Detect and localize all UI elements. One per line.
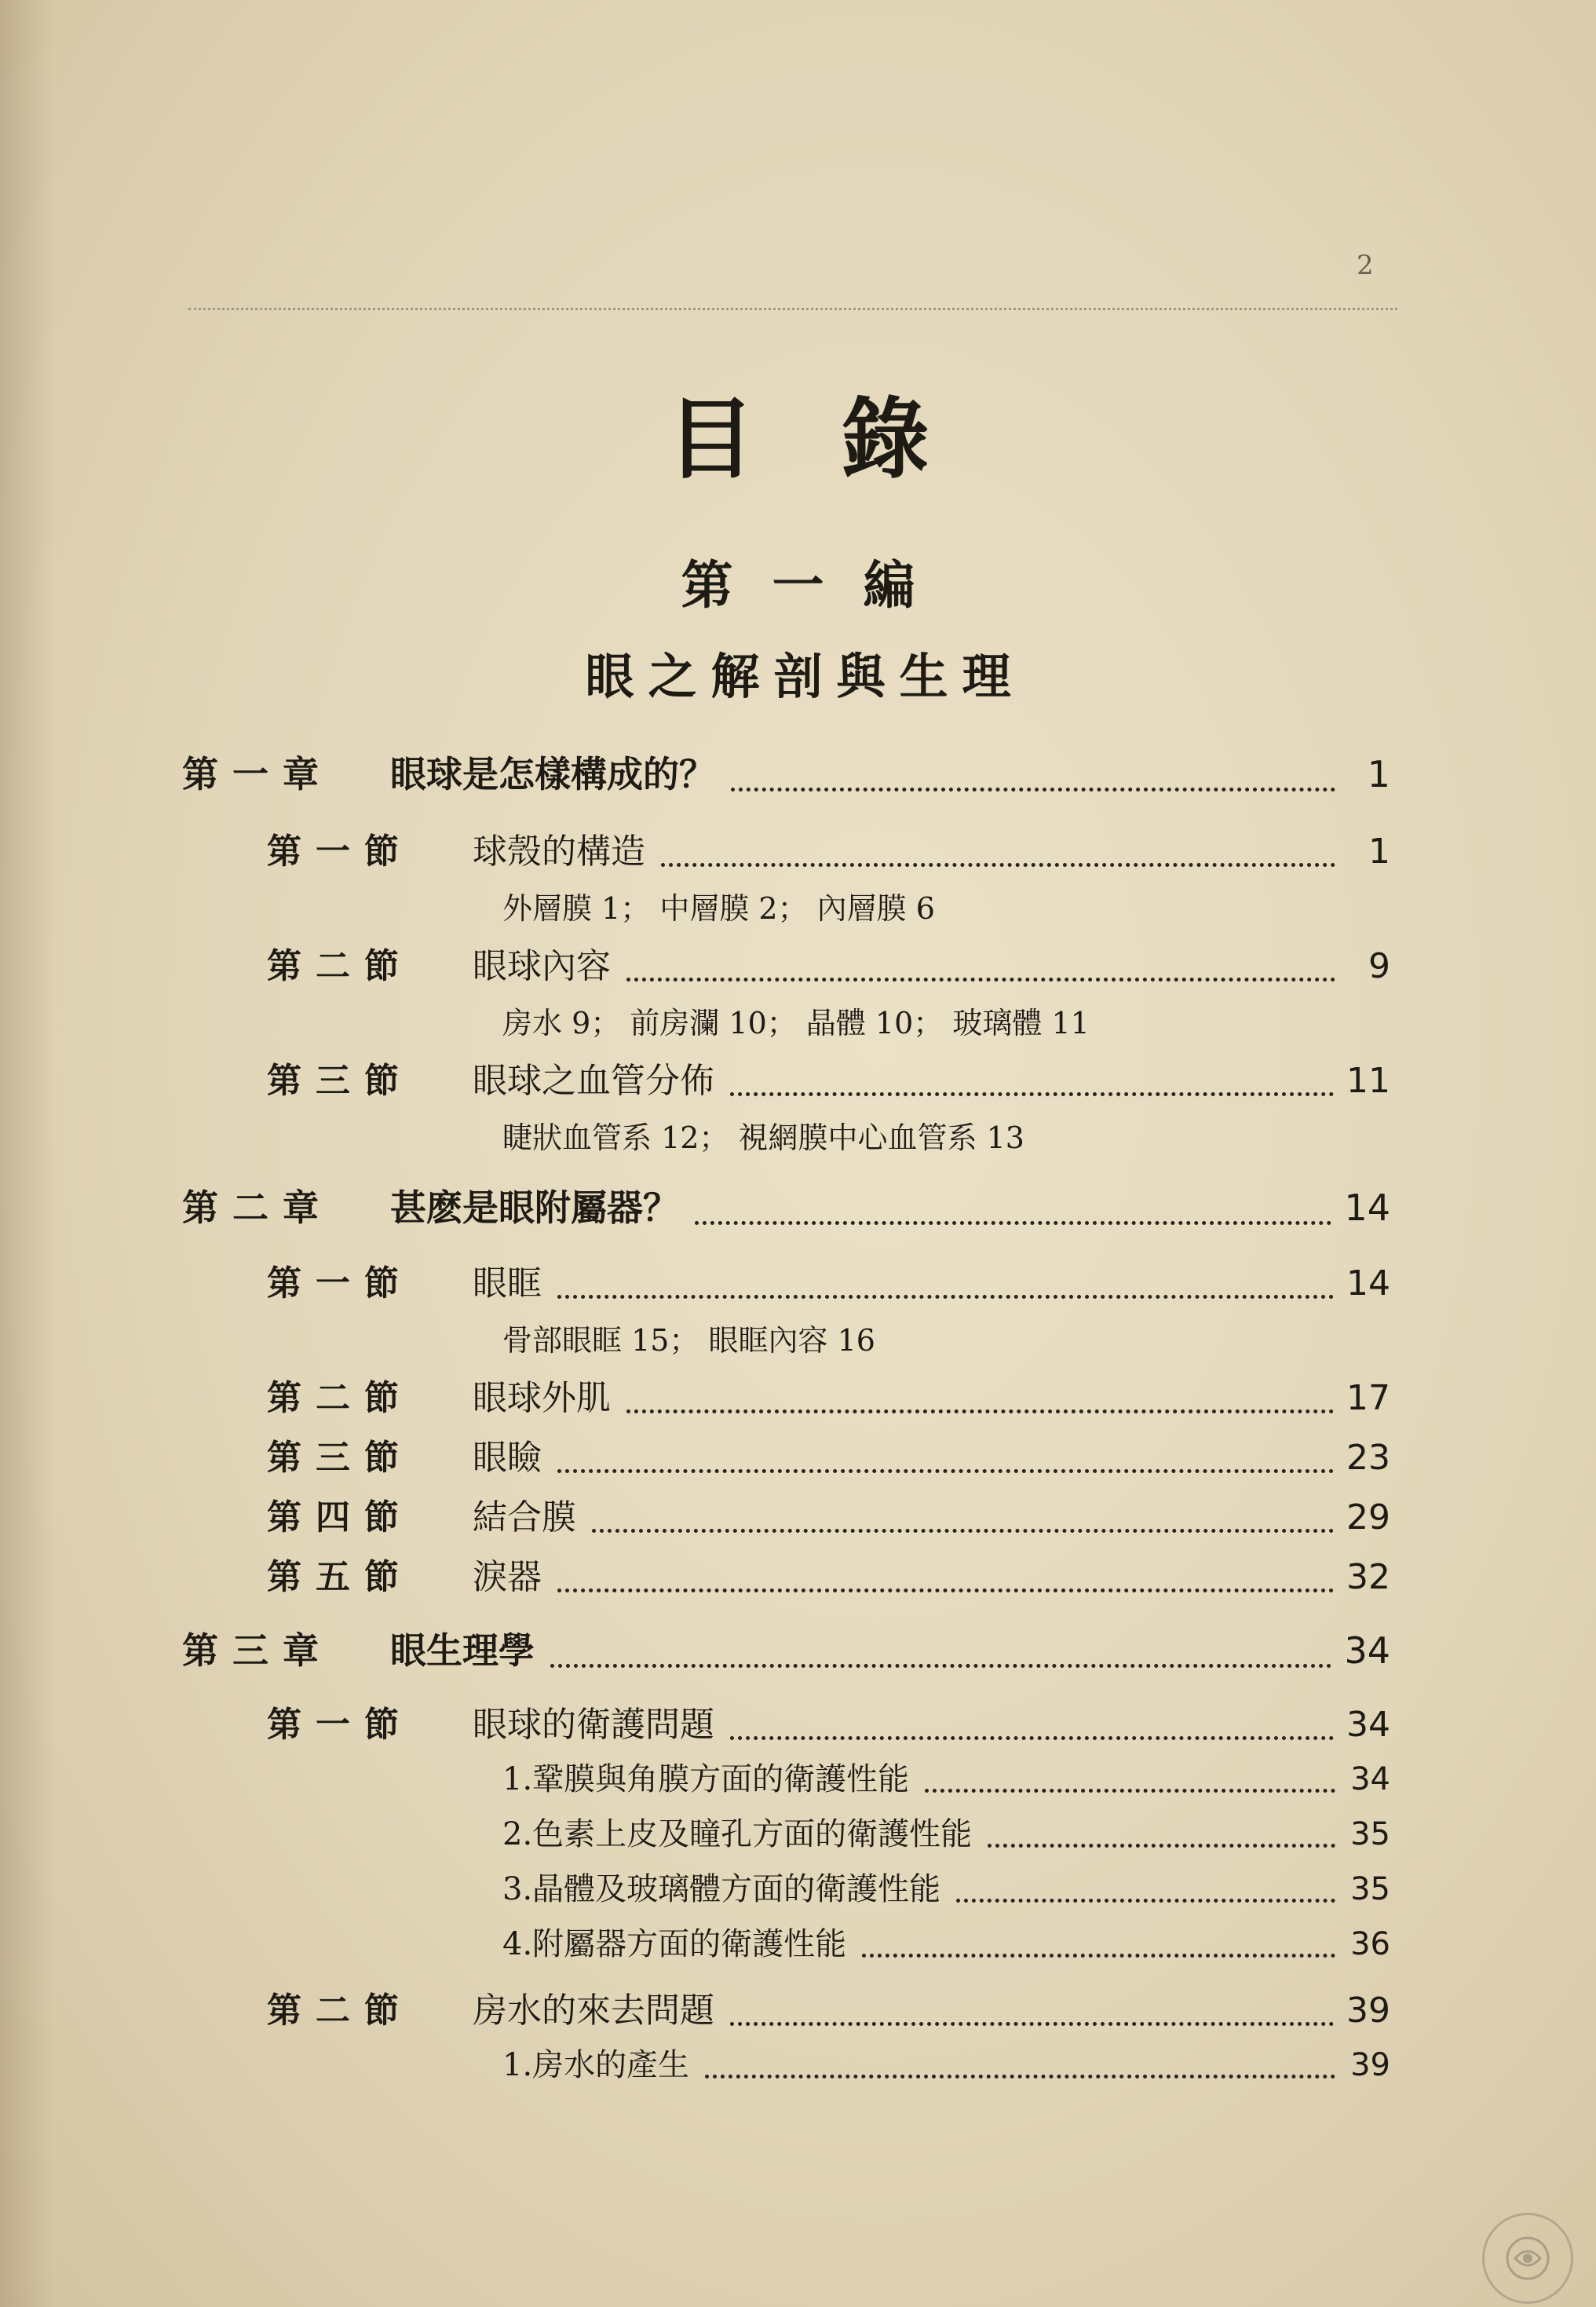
toc-page-number: 14 [1346,1263,1390,1303]
toc-item [502,2040,1390,2085]
toc-subtopics [502,1113,1032,1157]
toc-page-number: 34 [1350,1761,1390,1797]
toc-item [502,1919,1390,1964]
toc-section [267,1696,1390,1746]
toc-subtopic-text: 骨部眼眶 15； 眼眶內容 16 [502,1323,875,1358]
dot-leader [550,1664,1331,1668]
toc-item-title: 1.房水的產生 [502,2047,690,2083]
toc-chapter-title: 眼生理學 [390,1629,535,1672]
toc-section-title: 眼球內容 [473,946,611,986]
toc-page-number: 1 [1367,753,1390,795]
toc-subtopic-text: 睫狀血管系 12； 視網膜中心血管系 13 [502,1121,1024,1155]
seal-icon [1504,2235,1551,2282]
dot-leader [626,978,1335,982]
toc-section-label: 第五節 [267,1557,413,1597]
toc-page-number: 17 [1346,1378,1390,1418]
dot-leader [626,1409,1334,1413]
toc-chapter-title: 甚麽是眼附屬器？ [390,1186,679,1229]
toc-item-title: 2.色素上皮及瞳孔方面的衛護性能 [502,1816,973,1852]
toc-section [267,1548,1390,1599]
toc-section-title: 球殼的構造 [473,832,645,872]
toc-section-label: 第四節 [267,1497,413,1537]
part-title: 眼之解剖與生理 [585,648,1025,705]
toc-section-label: 第一節 [267,1705,413,1745]
toc-section [267,1489,1390,1539]
toc-item [502,1754,1390,1799]
toc-section [267,1369,1390,1420]
toc-section [267,1429,1390,1479]
toc-section-label: 第一節 [267,832,413,872]
toc-section-title: 結合膜 [473,1497,576,1537]
toc-page-number: 39 [1350,2047,1390,2083]
dot-leader [705,2075,1335,2078]
dot-leader [731,788,1335,792]
toc-chapter-2 [182,1179,1390,1231]
toc-item [502,1809,1390,1854]
dot-leader [956,1899,1335,1903]
toc-page-number: 29 [1346,1497,1390,1537]
toc-page-number: 34 [1344,1629,1390,1672]
toc-chapter-label: 第一章 [182,753,333,795]
toc-section-title: 房水的來去問題 [473,1991,714,2031]
toc-chapter-label: 第二章 [182,1186,333,1229]
toc-section-label: 第二節 [267,1991,413,2031]
toc-section-title: 淚器 [473,1557,542,1597]
dot-leader [730,1092,1334,1096]
dot-leader [730,2022,1334,2026]
toc-section-title: 眼球之血管分佈 [473,1061,714,1101]
toc-chapter-1 [182,746,1390,798]
toc-subtopics [502,999,1097,1042]
toc-section [267,1052,1390,1102]
toc-section-title: 眼瞼 [473,1438,542,1478]
dot-leader [661,863,1335,867]
toc-section [267,1982,1390,2032]
toc-item-title: 4.附屬器方面的衛護性能 [502,1926,847,1962]
page-title: 目錄 [667,389,1016,491]
toc-chapter-label: 第三章 [182,1629,333,1672]
toc-subtopics [502,1316,883,1359]
page-number: 2 [1357,250,1374,281]
toc-section-label: 第三節 [267,1061,413,1101]
toc-page-number: 32 [1346,1557,1390,1597]
toc-section-title: 眼球外肌 [473,1378,611,1418]
toc-page-number: 23 [1346,1438,1390,1478]
library-seal-stamp [1482,2213,1573,2304]
dot-leader [695,1221,1331,1225]
toc-page-number: 34 [1346,1705,1390,1745]
toc-subtopics [502,884,943,927]
dot-leader [557,1295,1334,1299]
dot-leader [988,1844,1335,1848]
toc-subtopic-text: 外層膜 1； 中層膜 2； 內層膜 6 [502,891,935,926]
toc-section-title: 眼球的衛護問題 [473,1705,714,1745]
toc-section-title: 眼眶 [473,1263,542,1303]
toc-page-number: 1 [1368,832,1390,872]
dot-leader [862,1954,1335,1958]
toc-item-title: 3.晶體及玻璃體方面的衛護性能 [502,1871,941,1907]
toc-item [502,1864,1390,1909]
toc-item-title: 1.鞏膜與角膜方面的衛護性能 [502,1761,910,1797]
toc-page-number: 39 [1346,1991,1390,2031]
toc-page-number: 35 [1350,1816,1390,1852]
toc-section-label: 第三節 [267,1438,413,1478]
toc-section-label: 第二節 [267,1378,413,1418]
toc-page-number: 11 [1346,1061,1390,1101]
dot-leader [592,1529,1334,1533]
toc-page-number: 35 [1350,1871,1390,1907]
toc-page-number: 36 [1350,1926,1390,1962]
dot-leader [730,1736,1334,1740]
toc-section [267,823,1390,873]
toc-chapter-3 [182,1622,1390,1674]
toc-page-number: 9 [1368,946,1390,986]
toc-section [267,938,1390,988]
toc-section-label: 第二節 [267,946,413,986]
toc-subtopic-text: 房水 9； 前房瀾 10； 晶體 10； 玻璃體 11 [502,1006,1090,1040]
toc-chapter-title: 眼球是怎樣構成的？ [390,753,715,795]
dot-leader [557,1589,1334,1592]
dot-leader [925,1789,1335,1793]
toc-section [267,1255,1390,1305]
part-label: 第一編 [681,555,955,616]
toc-section-label: 第一節 [267,1263,413,1303]
toc-page-number: 14 [1344,1186,1390,1229]
dot-leader [557,1469,1334,1473]
